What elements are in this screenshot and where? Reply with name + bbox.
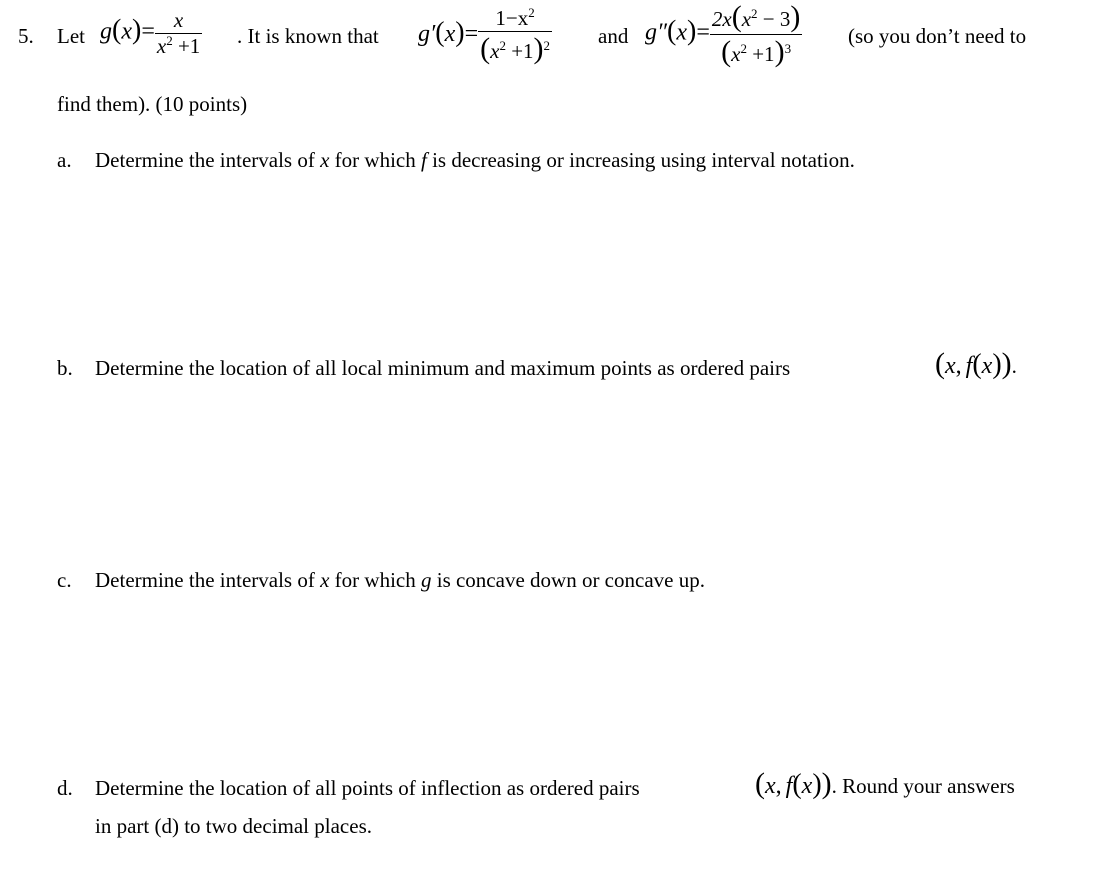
gdoubleprime-definition: g″(x)= $\frac{2x(x^2 - 3)}{(x^2 +1)^3}$	[645, 0, 801, 68]
g-definition: g(x)= $\frac{x}{x^2 +1}$	[100, 8, 201, 58]
and-word: and	[598, 24, 629, 48]
g-denominator: $x^2 +1$	[156, 33, 201, 58]
problem-line2: find them). (10 points)	[57, 92, 248, 116]
g-var: x	[121, 18, 132, 45]
tail-text: (so you don’t need to	[848, 24, 1027, 48]
part-b-text: Determine the location of all local minimum and maximum points as ordered pairs	[95, 356, 791, 380]
part-d-label: d.	[57, 776, 73, 800]
gprime-numerator: $1-x^2$	[495, 5, 535, 30]
gdoubleprime-denominator: $(x^2 +1)^3$	[710, 34, 803, 69]
part-c-label: c.	[57, 568, 72, 592]
part-a-label: a.	[57, 148, 72, 172]
gprime-fraction	[478, 6, 552, 66]
g-fraction	[155, 8, 202, 59]
gdoubleprime-name: g″	[645, 19, 667, 46]
gprime-definition: g′(x)= $\frac{1-x^2}{(x^2 +1)^2}$	[418, 5, 551, 65]
let-word: Let	[57, 24, 85, 48]
known-text: . It is known that	[237, 24, 379, 48]
gdoubleprime-fraction	[710, 0, 803, 69]
part-b-ordered-pair: (x, f(x)).	[935, 347, 1017, 380]
part-c-text: Determine the intervals of x for which g is concave down or concave up.	[95, 568, 705, 592]
part-d-line2: in part (d) to two decimal places.	[95, 814, 372, 838]
part-d-ordered-pair: (x, f(x)). Round your answers	[755, 767, 1015, 800]
part-a-text: Determine the intervals of x for which f is decreasing or increasing using interval notation.	[95, 148, 855, 172]
g-numerator: x	[173, 8, 184, 32]
part-d-text: Determine the location of all points of inflection as ordered pairs	[95, 776, 640, 800]
g-name: g	[100, 18, 112, 45]
gdoubleprime-numerator: $2x(x^2 - 3)$	[711, 0, 801, 33]
problem-number: 5.	[18, 24, 34, 48]
gprime-name: g′	[418, 20, 436, 47]
gprime-denominator: $(x^2 +1)^2$	[480, 32, 551, 65]
part-b-label: b.	[57, 356, 73, 380]
